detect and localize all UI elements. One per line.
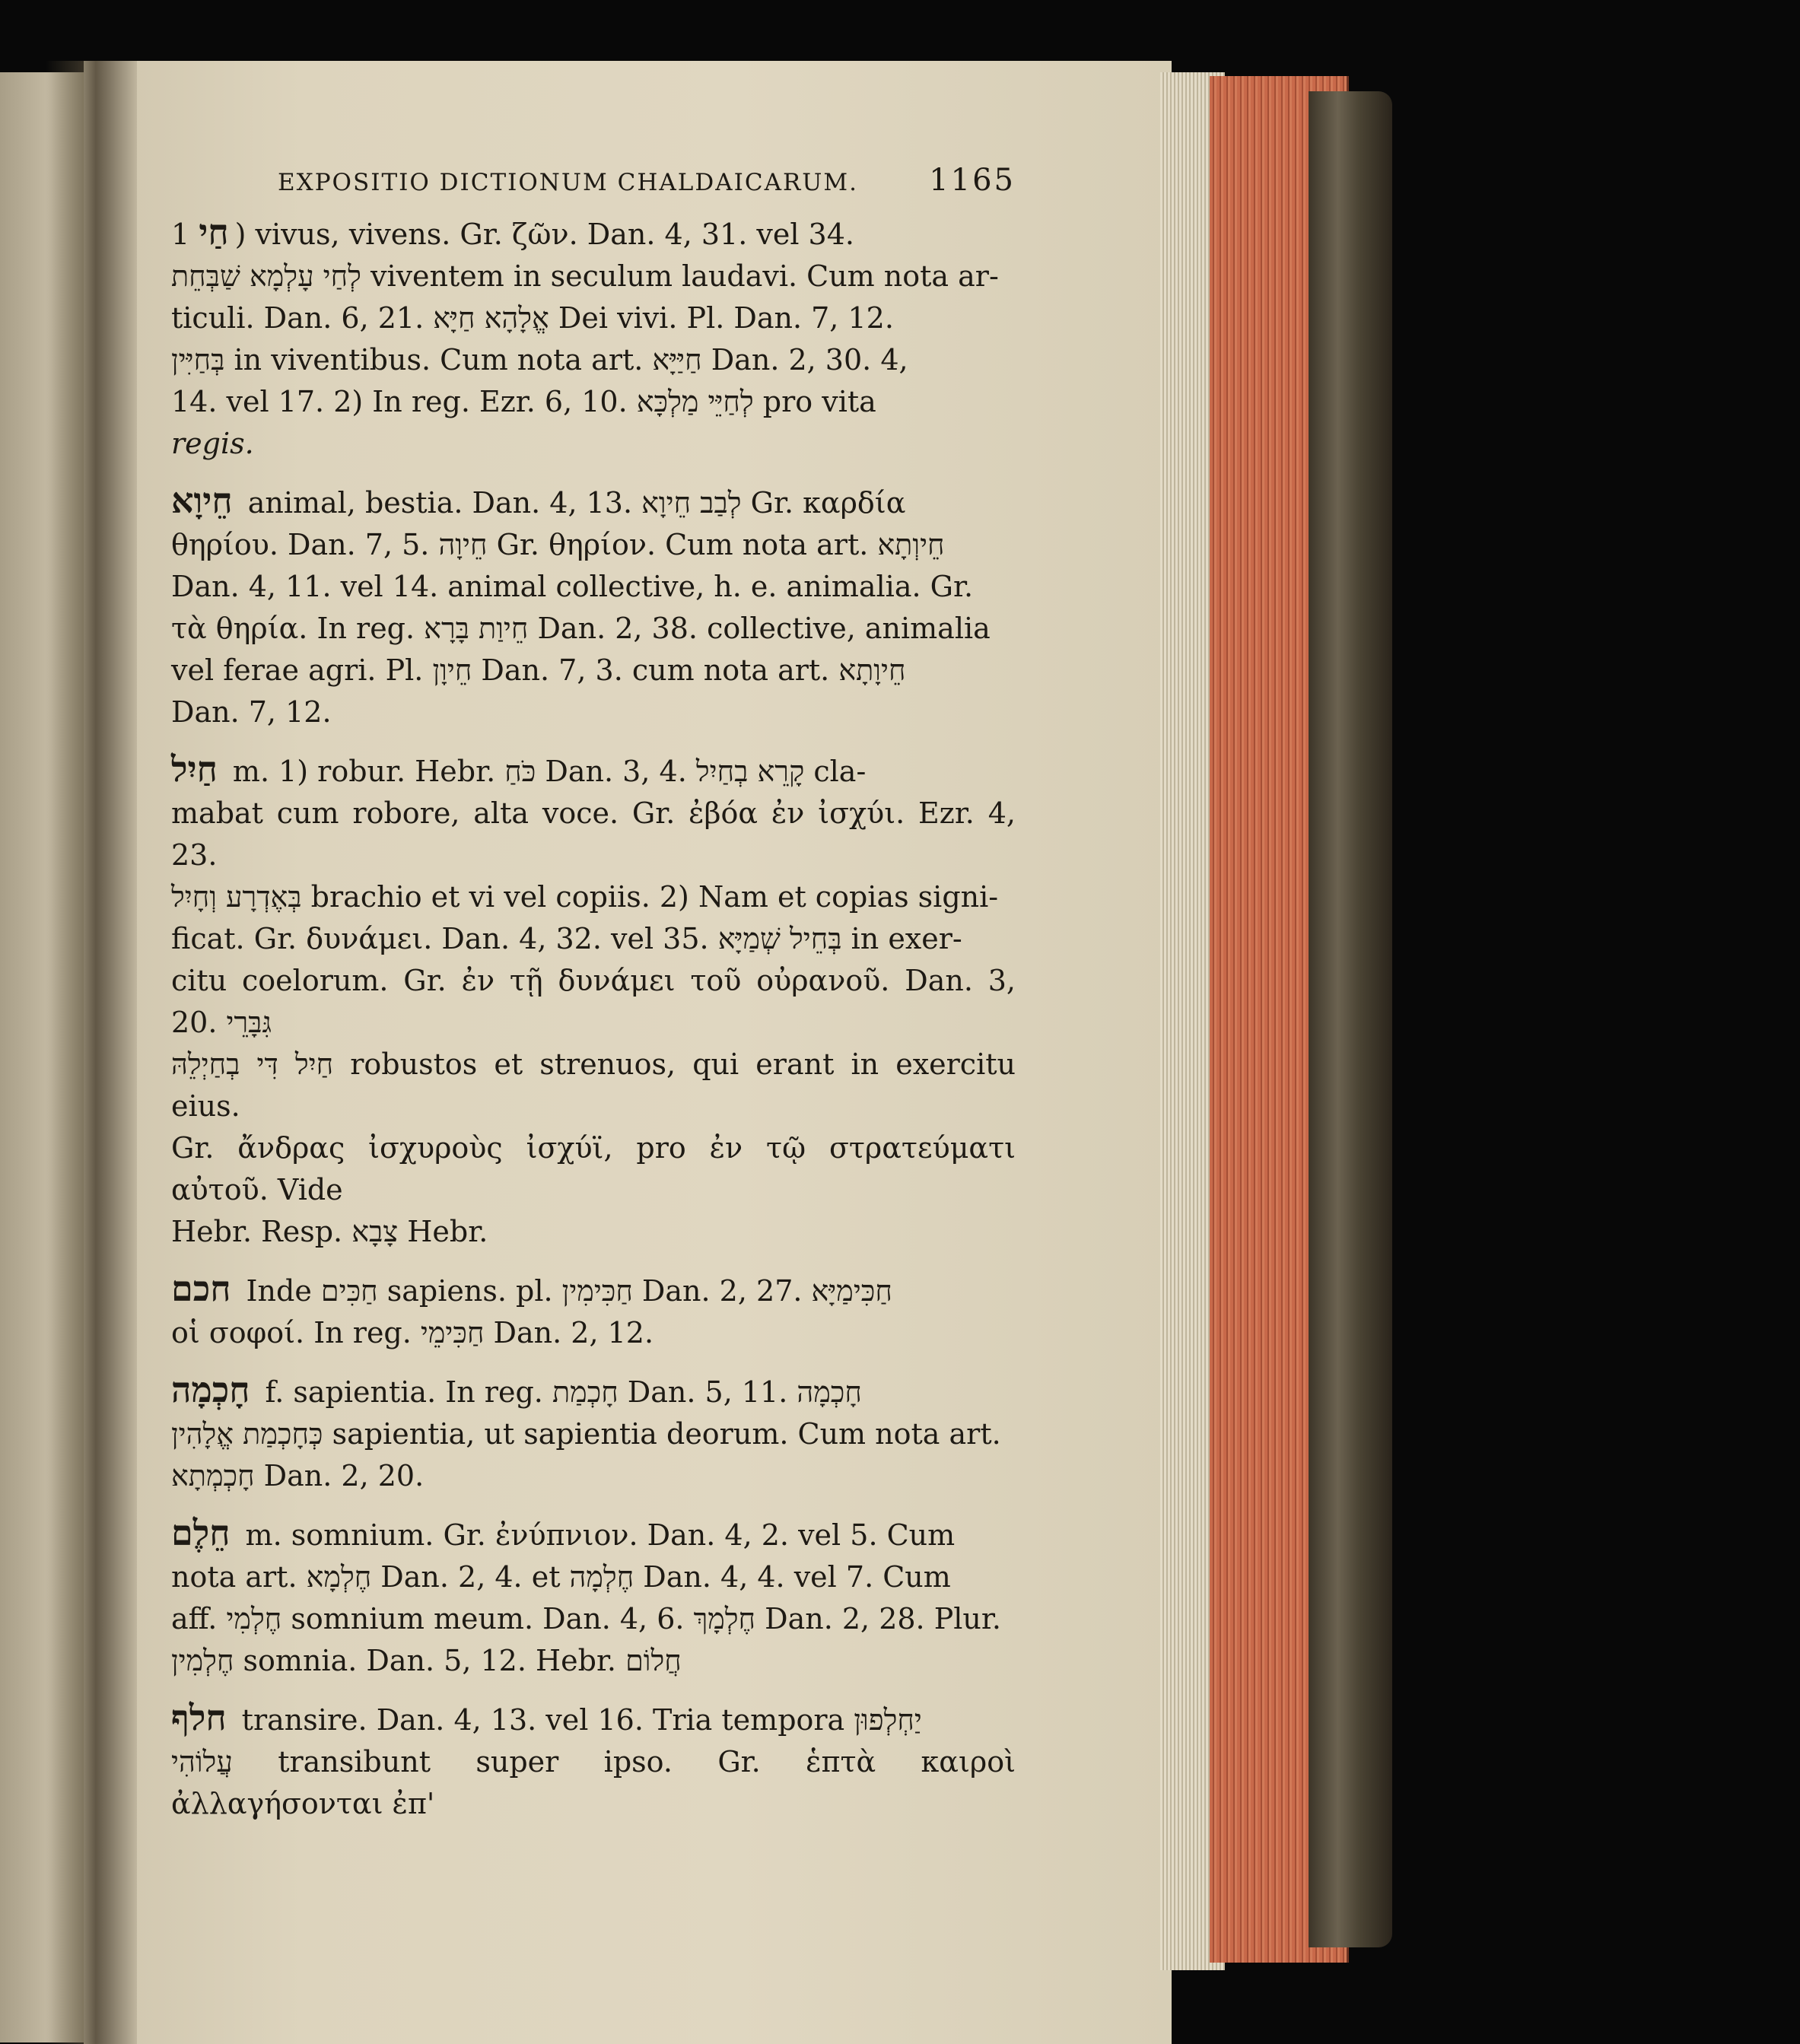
- entry-line: Dan. 7, 12.: [171, 695, 332, 729]
- entry-line: Dan. 4, 11. vel 14. animal collective, h. e. animalia. Gr.: [171, 570, 974, 603]
- entry-line: aff. חֶלְמִי somnium meum. Dan. 4, 6. חֶלְמָךְ Dan. 2, 28. Plur.: [171, 1602, 1001, 1636]
- entry-line: לְחַי עָלְמָא שַׁבְּחֵת viventem in seculum laudavi. Cum nota ar-: [171, 259, 999, 293]
- headword: חֵלֶם: [171, 1512, 231, 1553]
- book-cover: [1309, 91, 1392, 1947]
- entry-line: חַי 1) vivus, vivens. Gr. ζῶν. Dan. 4, 31. vel 34.: [171, 211, 854, 253]
- entry-line: כְּחָכְמַת אֱלָהִין sapientia, ut sapientia deorum. Cum nota art.: [171, 1417, 1001, 1451]
- entry-chkm: [171, 1268, 1016, 1354]
- entry-line: 14. vel 17. 2) In reg. Ezr. 6, 10. לְחַיֵּי מַלְכָּא pro vita: [171, 385, 876, 418]
- entry-line: חֵלֶם m. somnium. Gr. ἐνύπνιον. Dan. 4, 2. vel 5. Cum: [171, 1512, 956, 1553]
- entry-chlf: [171, 1697, 1016, 1825]
- headword: חַיִל: [171, 749, 218, 790]
- entry-line: ficat. Gr. δυνάμει. Dan. 4, 32. vel 35. בְּחֵיל שְׁמַיָּא in exer-: [171, 922, 962, 955]
- entry-line: חָכְמְתָא Dan. 2, 20.: [171, 1459, 425, 1492]
- running-header: [278, 160, 1016, 204]
- entry-line: Gr. ἄνδρας ἰσχυροὺς ἰσχύϊ, pro ἐν τῷ στρατεύματι αὐτοῦ. Vide: [171, 1131, 1016, 1206]
- headword: חֵיוָא: [171, 480, 233, 521]
- headword: חכם: [171, 1268, 231, 1309]
- entry-line: חַיִל דִּי בְחַיְלֵהּ robustos et strenuos, qui erant in exercitu eius.: [171, 1047, 1016, 1123]
- entry-line: οἱ σοφοί. In reg. חַכִּימֵי Dan. 2, 12.: [171, 1316, 654, 1349]
- entry-line: nota art. חֶלְמָא Dan. 2, 4. et חֶלְמָה Dan. 4, 4. vel 7. Cum: [171, 1560, 951, 1594]
- entry-line: θηρίου. Dan. 7, 5. חֵיוָה Gr. θηρίον. Cum nota art. חֵיוְתָא: [171, 528, 945, 561]
- entry-chelem: [171, 1512, 1016, 1682]
- book-gutter: [46, 61, 137, 2044]
- headword: חַי: [199, 211, 229, 253]
- entry-line: חֶלְמִין somnia. Dan. 5, 12. Hebr. חֲלוֹם: [171, 1644, 682, 1677]
- headword: חלף: [171, 1697, 227, 1738]
- entry-chokhma: [171, 1369, 1016, 1497]
- entry-line: חלף transire. Dan. 4, 13. vel 16. Tria tempora יַחְלְפוּן: [171, 1697, 922, 1738]
- entry-line: בְּאֶדְרָע וְחָיִל brachio et vi vel copiis. 2) Nam et copias signi-: [171, 880, 999, 914]
- entry-line: בְּחַיִּין in viventibus. Cum nota art. חַיַּיָּא Dan. 2, 30. 4,: [171, 343, 908, 377]
- entry-line: citu coelorum. Gr. ἐν τῇ δυνάμει τοῦ οὐρανοῦ. Dan. 3, 20. גִּבָּרֵי: [171, 964, 1016, 1039]
- headword: חָכְמָה: [171, 1369, 250, 1410]
- entry-line: חָכְמָה f. sapientia. In reg. חָכְמַת Dan. 5, 11. חָכְמָה: [171, 1369, 862, 1410]
- entry-line: עֲלוֹהִי transibunt super ipso. Gr. ἑπτὰ καιροὶ ἀλλαγήσονται ἐπ': [171, 1745, 1016, 1820]
- entry-line: regis.: [171, 427, 254, 460]
- entry-line: חֵיוָא animal, bestia. Dan. 4, 13. לְבַב חֵיוָא Gr. καρδία: [171, 480, 906, 521]
- running-title: EXPOSITIO DICTIONUM CHALDAICARUM.: [278, 169, 859, 196]
- entry-chai: [171, 211, 1016, 465]
- entry-line: חכם Inde חַכִּים sapiens. pl. חַכִּימִין Dan. 2, 27. חַכִּימַיָּא: [171, 1268, 892, 1309]
- entry-line: vel ferae agri. Pl. חֵיוָן Dan. 7, 3. cum nota art. חֵיוָתָא: [171, 653, 906, 687]
- page-number: 1165: [929, 163, 1016, 198]
- entry-line: mabat cum robore, alta voce. Gr. ἐβόα ἐν ἰσχύι. Ezr. 4, 23.: [171, 796, 1016, 872]
- entry-line: τὰ θηρία. In reg. חֵיוַת בָּרָא Dan. 2, 38. collective, animalia: [171, 612, 991, 645]
- page-text: [171, 160, 1016, 1840]
- entry-line: חַיִל m. 1) robur. Hebr. כֹּחַ Dan. 3, 4. קָרֵא בְחַיִל cla-: [171, 749, 867, 790]
- entry-chayil: [171, 749, 1016, 1253]
- entry-line: Hebr. Resp. צָבָא Hebr.: [171, 1215, 488, 1248]
- entry-line: ticuli. Dan. 6, 21. אֱלָהָא חַיָּא Dei vivi. Pl. Dan. 7, 12.: [171, 301, 894, 335]
- entry-cheva: [171, 480, 1016, 733]
